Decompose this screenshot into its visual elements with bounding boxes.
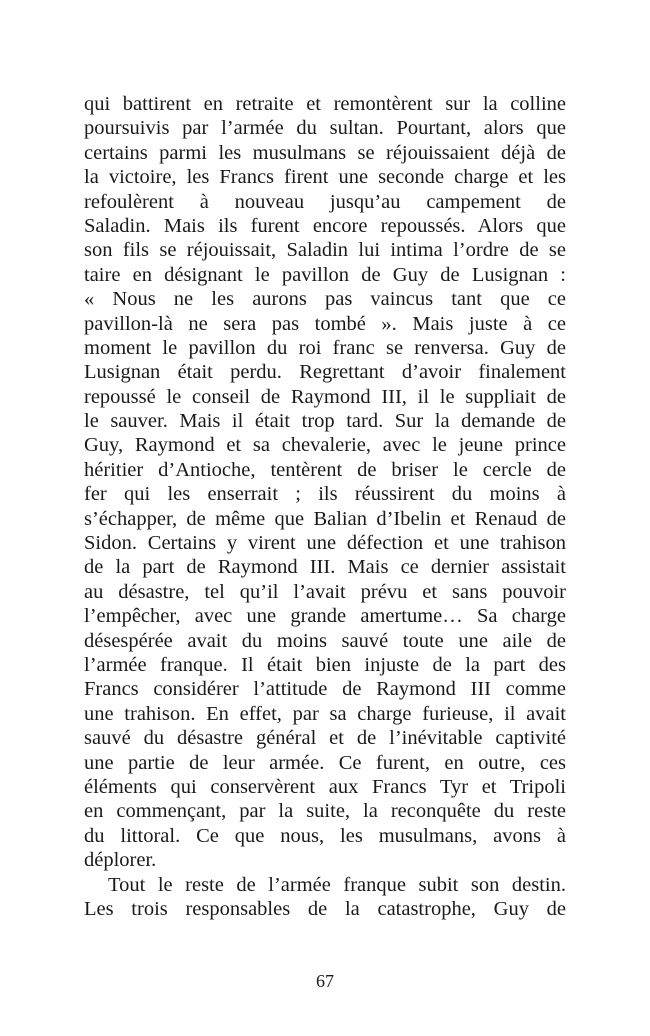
paragraph (84, 92, 566, 873)
text-line: certains parmi les musulmans se réjouissaient déjà de (84, 141, 566, 164)
text-line: son fils se réjouissait, Saladin lui intima l’ordre de se (84, 239, 566, 262)
text-line: une trahison. En effet, par sa charge furieuse, il avait (84, 702, 566, 725)
text-line: « Nous ne les aurons pas vaincus tant que ce (84, 288, 566, 311)
text-line: l’armée franque. Il était bien injuste de la part des (84, 653, 566, 676)
text-line: Lusignan était perdu. Regrettant d’avoir finalement (84, 361, 566, 384)
text-line: Guy, Raymond et sa chevalerie, avec le jeune prince (84, 434, 566, 457)
page-body (84, 92, 566, 921)
text-line: le sauver. Mais il était trop tard. Sur la demande de (84, 410, 566, 433)
text-line: s’échapper, de même que Balian d’Ibelin et Renaud de (84, 507, 566, 530)
text-line: sauvé du désastre général et de l’inévitable captivité (84, 727, 566, 750)
paragraph (84, 873, 566, 922)
text-line: repoussé le conseil de Raymond III, il le suppliait de (84, 385, 566, 408)
text-line: de la part de Raymond III. Mais ce dernier assistait (84, 556, 566, 579)
page-number: 67 (316, 971, 334, 991)
text-line: héritier d’Antioche, tentèrent de briser le cercle de (84, 458, 566, 481)
text-line: refoulèrent à nouveau jusqu’au campement de (84, 190, 566, 213)
text-line: éléments qui conservèrent aux Francs Tyr et Tripoli (84, 775, 566, 798)
text-line: fer qui les enserrait ; ils réussirent du moins à (84, 483, 566, 506)
text-line: moment le pavillon du roi franc se renversa. Guy de (84, 336, 566, 359)
text-line: du littoral. Ce que nous, les musulmans, avons à (84, 824, 566, 847)
text-line: Saladin. Mais ils furent encore repoussés. Alors que (84, 214, 566, 237)
text-line: qui battirent en retraite et remontèrent sur la colline (84, 93, 566, 115)
text-line: Tout le reste de l’armée franque subit son destin. (108, 873, 566, 896)
text-line: déplorer. (84, 849, 157, 872)
text-line: une partie de leur armée. Ce furent, en outre, ces (84, 751, 566, 774)
text-block (84, 92, 566, 921)
text-line: pavillon-là ne sera pas tombé ». Mais juste à ce (84, 312, 566, 335)
text-line: désespérée avait du moins sauvé toute une aile de (84, 629, 566, 652)
text-line: Francs considérer l’attitude de Raymond III comme (84, 678, 566, 701)
text-line: l’empêcher, avec une grande amertume… Sa charge (84, 605, 566, 628)
text-line: Sidon. Certains y virent une défection et une trahison (84, 532, 566, 555)
text-line: au désastre, tel qu’il l’avait prévu et sans pouvoir (84, 580, 566, 603)
text-line: en commençant, par la suite, la reconquête du reste (84, 800, 566, 823)
text-line: taire en désignant le pavillon de Guy de Lusignan : (84, 263, 566, 286)
text-line: Les trois responsables de la catastrophe, Guy de (84, 897, 566, 920)
text-line: la victoire, les Francs firent une seconde charge et les (84, 166, 566, 189)
text-line: poursuivis par l’armée du sultan. Pourtant, alors que (84, 117, 566, 140)
